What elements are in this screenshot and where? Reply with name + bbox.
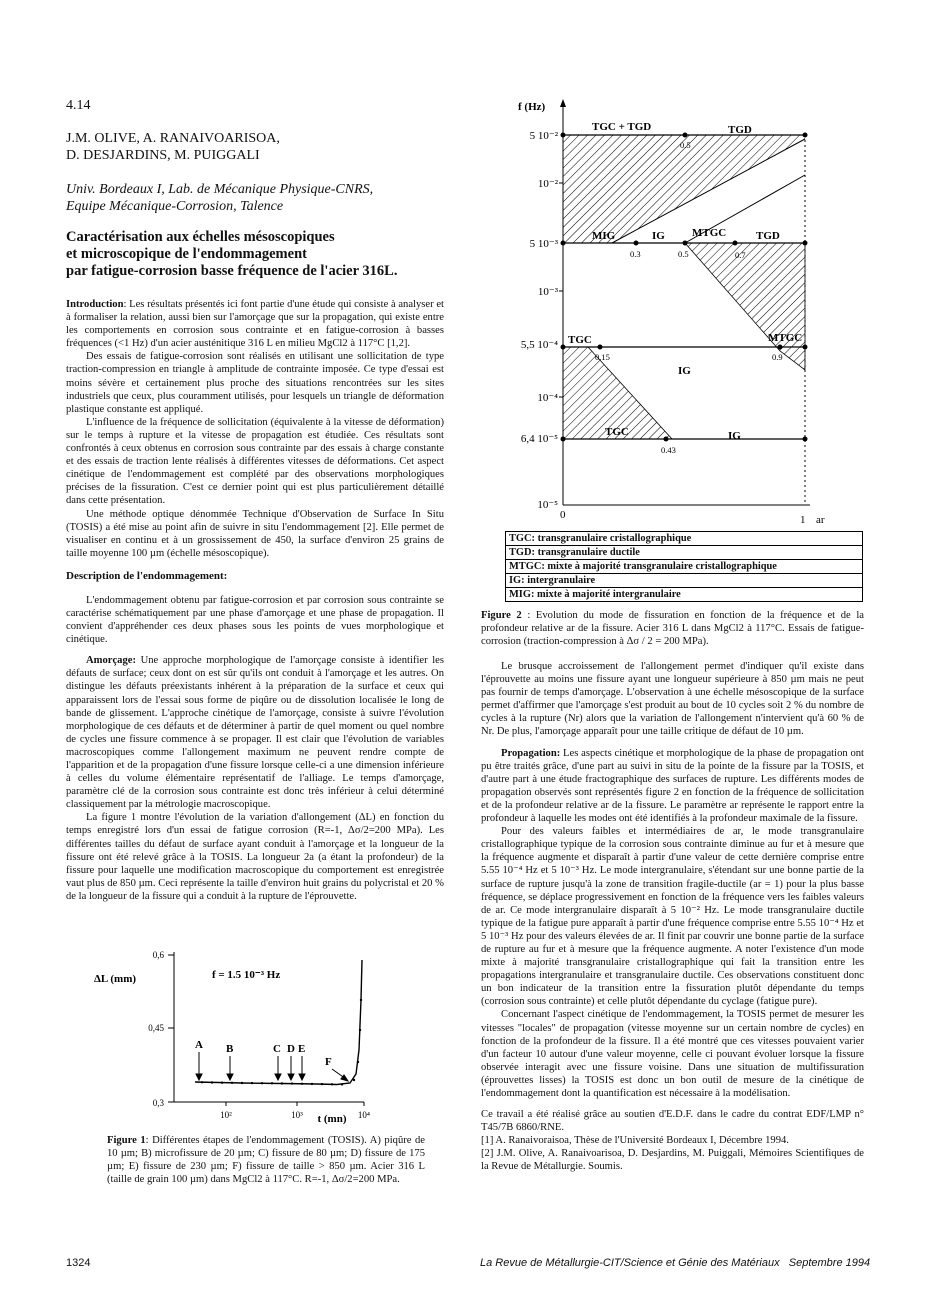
legend-item <box>506 532 862 546</box>
region-label: TGC <box>568 334 592 346</box>
caption-text: : Evolution du mode de fissuration en fonction de la fréquence et de la profondeur relative ar de la fissure. Acier 316 L dans MgCl2 à 117°C. Essais de fatigue-corrosion (traction-compression à Δσ / 2 = 200 MPa). <box>481 610 864 648</box>
figure-2-caption <box>481 609 864 648</box>
x-ticks <box>560 509 825 525</box>
value-label: 0.3 <box>630 249 641 259</box>
intro-paragraph <box>66 298 444 350</box>
intro-label: Introduction <box>66 299 124 310</box>
page-number: 1324 <box>66 1257 91 1269</box>
legend-text: : intergranulaire <box>521 575 596 586</box>
x-tick-label: 10³ <box>291 1110 303 1120</box>
region-label: TGC + TGD <box>592 121 652 133</box>
figure-1-chart <box>92 940 422 1130</box>
region-label: IG <box>678 365 691 377</box>
authors <box>66 130 280 164</box>
x-axis-label: t (mn) <box>317 1113 347 1125</box>
propagation-text: Les aspects cinétique et morphologique de la phase de propagation ont pu être traités grâce, d'une part au suivi in situ de la pointe de la fissure par la TOSIS, et d'autre part à une étude fractographique des surfaces de rupture. Les différents modes de propagation observés sont représentés figure 2 en fonction de la fréquence de sollicitation et de la profondeur relative ar de la fissure. Le paramètre ar représente le rapport entre la profondeur à laquelle les modes ont été identifiés à la profondeur maximale de la fissure. <box>481 747 864 825</box>
figure-2-chart <box>500 95 870 525</box>
value-label: 0.43 <box>661 445 676 455</box>
y-tick-label: 6,4 10⁻⁵ <box>520 433 558 445</box>
y-axis-label: f (Hz) <box>518 101 546 113</box>
legend-text: : transgranulaire ductile <box>531 547 640 558</box>
region-label: TGD <box>756 230 780 242</box>
title-line: Caractérisation aux échelles mésoscopiques <box>66 229 335 245</box>
legend-abbr: TGC <box>509 533 532 544</box>
reference: [2] J.M. Olive, A. Ranaivoarisoa, D. Desjardins, M. Puiggali, Mémoires Scientifiques de la Revue de Métallurgie. Soumis. <box>481 1148 864 1173</box>
y-axis-label: ΔL (mm) <box>94 973 137 985</box>
frequency-annotation: f = 1.5 10⁻³ Hz <box>212 969 281 981</box>
right-paragraph: Concernant l'aspect cinétique de l'endommagement, la TOSIS permet de mesurer les vitesses "locales" de propagation (vitesse moyenne sur un certain nombre de cycles) en fonction de la profondeur de la fissure. Il a été montré que ces vitesses pouvaient varier d'un facteur 10 autour d'une valeur moyenne, celle ci pouvant évoluer lorsque la fissure observée interagit avec une fissure voisine. Dans une situation de multifissuration (éprouvettes lisses) la TOSIS est donc un bon outil de mesure de la cinétique de l'endommagement dont la quantification est nécessaire à la modélisation. <box>481 1009 864 1099</box>
y-tick-label: 5 10⁻³ <box>529 238 558 250</box>
description-paragraph: La figure 1 montre l'évolution de la variation d'allongement (ΔL) en fonction du temps enregistré lors d'un essai de fatigue corrosion (R=-1, Δσ/2=200 MPa). Les différentes tailles du défaut de surface ayant conduit à l'amorçage et la longueur de la fissure ont été relevé grâce à la TOSIS. La longueur 2a (a étant la profondeur) de la fissure pour laquelle une modification macroscopique du comportement est enregistrée vaut plus de 850 µm. Ceci représente la taille d'environ huit grains du polycristal et 20 % de la longueur de la fissure qui a conduit à la rupture de l'éprouvette. <box>66 812 444 902</box>
value-label: 0.7 <box>735 250 746 260</box>
amorcage-label: Amorçage: <box>86 655 136 667</box>
intro-paragraph: Des essais de fatigue-corrosion sont réalisés en utilisant une sollicitation de type traction-compression en triangle à amplitude de contrainte imposée. Ce type d'essai est moins sévère et certainement plus proche des situations rencontrées sur les sites industriels que ceux, plus couramment utilisés, pour lesquels un triangle de déformation plastique constante est appliqué. <box>66 351 444 415</box>
figure-1-caption <box>107 1134 425 1186</box>
x-tick-label: 10⁴ <box>357 1110 371 1120</box>
legend-abbr: IG <box>509 575 522 586</box>
region-label: TGC <box>605 426 629 438</box>
legend-item <box>506 560 862 574</box>
x-axis-label: ar <box>816 514 825 525</box>
legend-item <box>506 546 862 560</box>
marker-f: F <box>325 1056 332 1068</box>
y-tick-label: 10⁻² <box>537 178 558 190</box>
authors-line: D. DESJARDINS, M. PUIGGALI <box>66 148 260 163</box>
caption-label: Figure 1 <box>107 1135 146 1146</box>
region-label: IG <box>652 230 665 242</box>
legend-item <box>506 574 862 588</box>
y-tick-label: 5 10⁻² <box>529 130 558 142</box>
amorcage-text: Une approche morphologique de l'amorçage consiste à identifier les défauts de surface; ceux dont on est sûr qu'ils ont conduit à l'amorçage et les autres. On distingue les défauts préexistants inhérent à la préparation de la surface et ceux qui apparaissent lors de l'essai sous forme de piqûre ou de dissolution localisée le long de bande de glissement. L'approche cinétique de l'amorçage, consiste à suivre l'évolution morphologique de ces défauts et de déterminer à partir de quel moment ou quel nombre de cycles une fissure commence à se propager. Il est clair que l'évolution de variables macroscopiques comme l'allongement maximum ne peuvent rendre compte de l'apparition et de la propagation d'une fissure lorsque celle-ci a une dimension inférieure à celles du volume élémentaire représentatif de l'alliage. Le temps d'amorçage, paramètre clé de la corrosion sous contrainte est donc très inférieur à celui déterminé classiquement par la métrologie macroscopique. <box>66 655 444 811</box>
marker-d: D <box>287 1043 295 1055</box>
description-paragraph: L'endommagement obtenu par fatigue-corrosion et par corrosion sous contrainte se caractérise schématiquement par une phase d'amorçage et une phase de propagation. Il convient d'appréhender ces deux phases sous les points de vues morphologique et cinétique. <box>66 594 444 646</box>
affiliation-line: Equipe Mécanique-Corrosion, Talence <box>66 199 284 214</box>
intro-text: : Les résultats présentés ici font partie d'une étude qui consiste à analyser et à formaliser la relation, aussi bien sur l'amorçage que sur la propagation, qui existe entre les comportements en corrosion sous contrainte et en fatigue-corrosion à basses fréquences (<1 Hz) d'un acier austénitique 316 L en milieu MgCl2 à 117°C [1,2]. <box>66 299 444 350</box>
region-label: MTGC <box>768 332 803 344</box>
value-label: 0.15 <box>595 352 610 362</box>
journal-footer: La Revue de Métallurgie-CIT/Science et Génie des Matériaux Septembre 1994 <box>480 1257 871 1269</box>
title-line: et microscopique de l'endommagement <box>66 246 307 262</box>
figure-2-legend <box>505 531 863 602</box>
right-column <box>481 660 864 1174</box>
affiliation <box>66 181 373 215</box>
reference: [1] A. Ranaivoraisoa, Thèse de l'Université Bordeaux I, Décembre 1994. <box>481 1135 789 1147</box>
x-tick-label: 1 <box>800 514 806 525</box>
x-tick-label: 0 <box>560 509 566 521</box>
legend-abbr: MIG <box>509 589 531 600</box>
y-tick-label: 10⁻⁵ <box>537 499 558 511</box>
intro-paragraph: Une méthode optique dénommée Technique d'Observation de Surface In Situ (TOSIS) a été mise au point afin de suivre in situ l'endommagement [2]. Elle permet de visualiser en continu et à un grossissement de 450, la surface d'environ 25 grains de taille moyenne 100 µm (échelle mésoscopique). <box>66 508 444 559</box>
section-number: 4.14 <box>66 98 91 113</box>
y-ticks <box>521 130 559 511</box>
y-tick-label: 10⁻³ <box>537 286 558 298</box>
amorcage-paragraph <box>66 654 444 811</box>
marker-e: E <box>298 1043 306 1055</box>
caption-text: : Différentes étapes de l'endommagement (TOSIS). A) piqûre de 10 µm; B) microfissure de 20 µm; C) fissure de 80 µm; D) fissure de 175 µm; E) fissure de 230 µm; F) fissure de taille > 850 µm. Acier 316 L (taille de grain 100 µm) dans MgCl2 à 117°C. R=-1, Δσ/2=200 MPa. <box>107 1135 425 1186</box>
curve-points <box>201 999 362 1086</box>
legend-text: : transgranulaire cristallographique <box>531 533 692 544</box>
y-tick-label: 0,6 <box>152 950 164 960</box>
legend-text: : mixte à majorité intergranulaire <box>530 589 681 600</box>
value-label: 0.5 <box>680 140 691 150</box>
right-paragraph: Le brusque accroissement de l'allongement permet d'indiquer qu'il existe dans l'éprouvette au moins une fissure ayant une longueur supérieure à 850 µm mais ne peut pas fournir de temps d'amorçage. L'observation à une échelle mésoscopique de la surface permet d'affirmer que l'amorçage s'est produit au bout de 10 cycles soit 2 % du nombre de cycles à la rupture (Nr) alors que la variation de l'allongement n'intervient qu'à 60 % de Nr. De plus, l'amorçage apparaît pour une taille critique de défaut de 10 µm. <box>481 661 864 738</box>
legend-text: : mixte à majorité transgranulaire cristallographique <box>541 561 777 572</box>
left-column <box>66 298 444 903</box>
value-label: 0.9 <box>772 352 783 362</box>
marker-c: C <box>273 1043 281 1055</box>
authors-line: J.M. OLIVE, A. RANAIVOARISOA, <box>66 131 280 146</box>
y-tick-label: 10⁻⁴ <box>537 392 558 404</box>
legend-item <box>506 588 862 601</box>
y-tick-label: 0,3 <box>152 1098 164 1108</box>
y-tick-label: 5,5 10⁻⁴ <box>520 339 558 351</box>
intro-paragraph: L'influence de la fréquence de sollicitation (équivalente à la vitesse de déformation) sur le temps à rupture et la vitesse de propagation est étudiée. Ces résultats sont confrontés à ceux obtenus en corrosion sous contrainte par des essais à charge constante et des essais de traction lente réalisés à différentes vitesses de déformations. Cet aspect cinétique de l'endommagement est complété par des observations morphologiques précises de la fissuration. C'est ce dernier point qui est plus particulièrement détaillé dans cette présentation. <box>66 416 444 507</box>
value-label: 0.5 <box>678 249 689 259</box>
region-label: IG <box>728 430 741 442</box>
section-heading: Description de l'endommagement: <box>66 569 228 582</box>
propagation-paragraph <box>481 747 864 826</box>
region-label: MTGC <box>692 227 727 239</box>
region-label: TGD <box>728 124 752 136</box>
caption-label: Figure 2 <box>481 610 522 621</box>
title-line: par fatigue-corrosion basse fréquence de l'acier 316L. <box>66 263 398 279</box>
marker-b: B <box>226 1043 234 1055</box>
right-paragraph: Pour des valeurs faibles et intermédiaires de ar, le mode transgranulaire cristallographique typique de la corrosion sous contrainte diminue au fur et à mesure que la fréquence augmente et disparaît à partir d'une valeur de cette dernière comprise entre 5.55 10⁻⁴ Hz et 5 10⁻³ Hz. Le mode intergranulaire, s'étendant sur une bonne partie de la surface de rupture jusqu'à la zone de transition fragile-ductile (ar = 1) pour la plus basse fréquence, se déplace progressivement en fonction de la fréquence vers les faibles valeurs de ar. Ce mode intergranulaire disparaît à 5 10⁻² Hz. Le mode transgranulaire ductile typique de la fatigue pure apparaît à partir d'une fréquence comprise entre 5.55 10⁻⁴ Hz et 5 10⁻³ Hz pour des valeurs élevées de ar. Il finit par couvrir une bonne partie de la surface de rupture au fur et à mesure que la fréquence augmente. A noter l'existence d'un mode mixte à majorité transgranulaire cristallographique qui fait la transition entre les propagations intergranulaire et transgranulaire ductile. Ces observations constituent donc un bon indicateur de la transition entre la fissuration plutôt dépendante du temps (corrosion sous contrainte) et celle plutôt dépendante du cyclage (fatigue pure). <box>481 826 864 1008</box>
paper-title <box>66 229 397 280</box>
affiliation-line: Univ. Bordeaux I, Lab. de Mécanique Physique-CNRS, <box>66 182 374 197</box>
legend-abbr: MTGC <box>509 561 542 572</box>
legend-abbr: TGD <box>509 547 532 558</box>
x-tick-label: 10² <box>220 1110 232 1120</box>
acknowledgement: Ce travail a été réalisé grâce au soutien d'E.D.F. dans le cadre du contrat EDF/LMP n° T45/7B 6860/RNE. <box>481 1109 864 1134</box>
marker-a: A <box>195 1039 203 1051</box>
stage-markers <box>195 1039 332 1068</box>
y-tick-label: 0,45 <box>148 1023 164 1033</box>
region-label: MIG <box>592 230 616 242</box>
propagation-label: Propagation: <box>501 747 561 759</box>
